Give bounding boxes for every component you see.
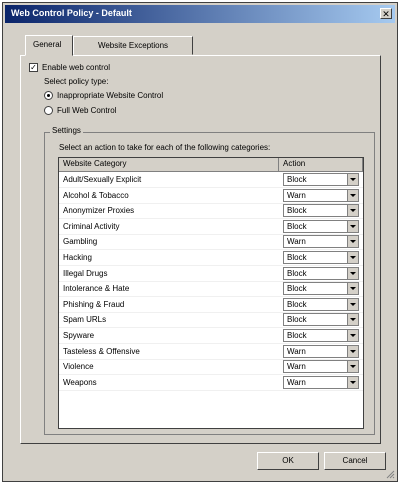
action-value: Block xyxy=(287,284,307,294)
action-value: Warn xyxy=(287,377,306,387)
dropdown-arrow-icon[interactable] xyxy=(347,346,358,357)
inappropriate-website-control-label: Inappropriate Website Control xyxy=(57,91,164,100)
table-row xyxy=(59,172,363,188)
table-row xyxy=(59,219,363,235)
category-cell: Weapons xyxy=(63,377,97,387)
category-table xyxy=(58,157,364,429)
dropdown-arrow-icon[interactable] xyxy=(347,174,358,185)
action-value: Block xyxy=(287,331,307,340)
category-cell: Gambling xyxy=(63,237,98,247)
radio-full-row[interactable] xyxy=(44,106,116,115)
title-bar[interactable] xyxy=(5,5,395,23)
action-select[interactable] xyxy=(283,345,359,358)
table-row xyxy=(59,375,363,391)
table-row xyxy=(59,328,363,344)
table-row xyxy=(59,234,363,250)
resize-grip-icon[interactable] xyxy=(385,469,395,479)
table-row xyxy=(59,359,363,375)
category-cell: Adult/Sexually Explicit xyxy=(63,175,142,184)
dropdown-arrow-icon[interactable] xyxy=(347,221,358,232)
action-value: Warn xyxy=(287,190,306,200)
column-header-category[interactable]: Website Category xyxy=(59,158,279,171)
action-select[interactable] xyxy=(283,376,359,389)
category-cell: Phishing & Fraud xyxy=(63,299,125,309)
category-cell: Criminal Activity xyxy=(63,221,120,231)
enable-web-control-row[interactable] xyxy=(29,63,110,72)
action-select[interactable] xyxy=(283,360,359,373)
dropdown-arrow-icon[interactable] xyxy=(347,377,358,388)
action-select[interactable] xyxy=(283,298,359,311)
action-value: Block xyxy=(287,206,307,216)
action-select[interactable] xyxy=(283,220,359,233)
dropdown-arrow-icon[interactable] xyxy=(347,205,358,216)
action-value: Block xyxy=(287,175,307,184)
inappropriate-website-control-radio[interactable] xyxy=(44,91,53,100)
category-cell: Tasteless & Offensive xyxy=(63,346,140,356)
action-value: Warn xyxy=(287,346,306,356)
dropdown-arrow-icon[interactable] xyxy=(347,361,358,372)
action-select[interactable] xyxy=(283,313,359,326)
action-select[interactable] xyxy=(283,282,359,295)
category-cell: Spam URLs xyxy=(63,315,107,325)
action-value: Block xyxy=(287,268,307,278)
tab-general[interactable]: General xyxy=(25,35,73,56)
table-row xyxy=(59,203,363,219)
settings-group-label: Settings xyxy=(52,126,81,135)
settings-instruction-row xyxy=(59,143,270,152)
policy-type-label: Select policy type: xyxy=(44,77,109,86)
action-select[interactable] xyxy=(283,204,359,217)
table-row xyxy=(59,344,363,360)
policy-type-row xyxy=(44,77,108,86)
tab-website-exceptions[interactable]: Website Exceptions xyxy=(73,36,193,55)
category-cell: Illegal Drugs xyxy=(63,268,108,278)
settings-instruction: Select an action to take for each of the following categories: xyxy=(59,143,271,152)
table-row xyxy=(59,188,363,204)
dropdown-arrow-icon[interactable] xyxy=(347,314,358,325)
dropdown-arrow-icon[interactable] xyxy=(347,268,358,279)
ok-button[interactable]: OK xyxy=(257,452,319,470)
enable-web-control-checkbox[interactable]: ✓ xyxy=(30,63,37,72)
full-web-control-radio[interactable] xyxy=(44,106,53,115)
radio-inappropriate-row[interactable] xyxy=(44,91,163,100)
action-value: Warn xyxy=(287,237,306,247)
table-row xyxy=(59,266,363,282)
dialog-window xyxy=(2,2,398,482)
category-cell: Violence xyxy=(63,362,94,372)
dropdown-arrow-icon[interactable] xyxy=(347,252,358,263)
category-cell: Anonymizer Proxies xyxy=(63,206,135,216)
dropdown-arrow-icon[interactable] xyxy=(347,283,358,294)
category-cell: Hacking xyxy=(63,253,92,262)
action-value: Block xyxy=(287,253,307,262)
action-select[interactable] xyxy=(283,267,359,280)
close-button[interactable]: ✕ xyxy=(380,8,392,19)
action-select[interactable] xyxy=(283,329,359,342)
column-header-action[interactable]: Action xyxy=(279,158,363,171)
action-value: Block xyxy=(287,221,307,231)
dropdown-arrow-icon[interactable] xyxy=(347,190,358,201)
action-select[interactable] xyxy=(283,189,359,202)
table-row xyxy=(59,281,363,297)
enable-web-control-label: Enable web control xyxy=(42,63,111,72)
full-web-control-label: Full Web Control xyxy=(57,106,117,115)
action-select[interactable] xyxy=(283,173,359,186)
category-cell: Intolerance & Hate xyxy=(63,284,130,294)
window-title: Web Control Policy - Default xyxy=(11,8,132,18)
action-value: Warn xyxy=(287,362,306,372)
cancel-button[interactable]: Cancel xyxy=(324,452,386,470)
table-row xyxy=(59,250,363,266)
table-header xyxy=(59,158,363,172)
dropdown-arrow-icon[interactable] xyxy=(347,299,358,310)
action-value: Block xyxy=(287,315,307,325)
action-value: Block xyxy=(287,299,307,309)
table-row xyxy=(59,312,363,328)
action-select[interactable] xyxy=(283,235,359,248)
action-select[interactable] xyxy=(283,251,359,264)
dropdown-arrow-icon[interactable] xyxy=(347,330,358,341)
category-cell: Spyware xyxy=(63,331,95,340)
dropdown-arrow-icon[interactable] xyxy=(347,236,358,247)
category-cell: Alcohol & Tobacco xyxy=(63,190,129,200)
table-row xyxy=(59,297,363,313)
